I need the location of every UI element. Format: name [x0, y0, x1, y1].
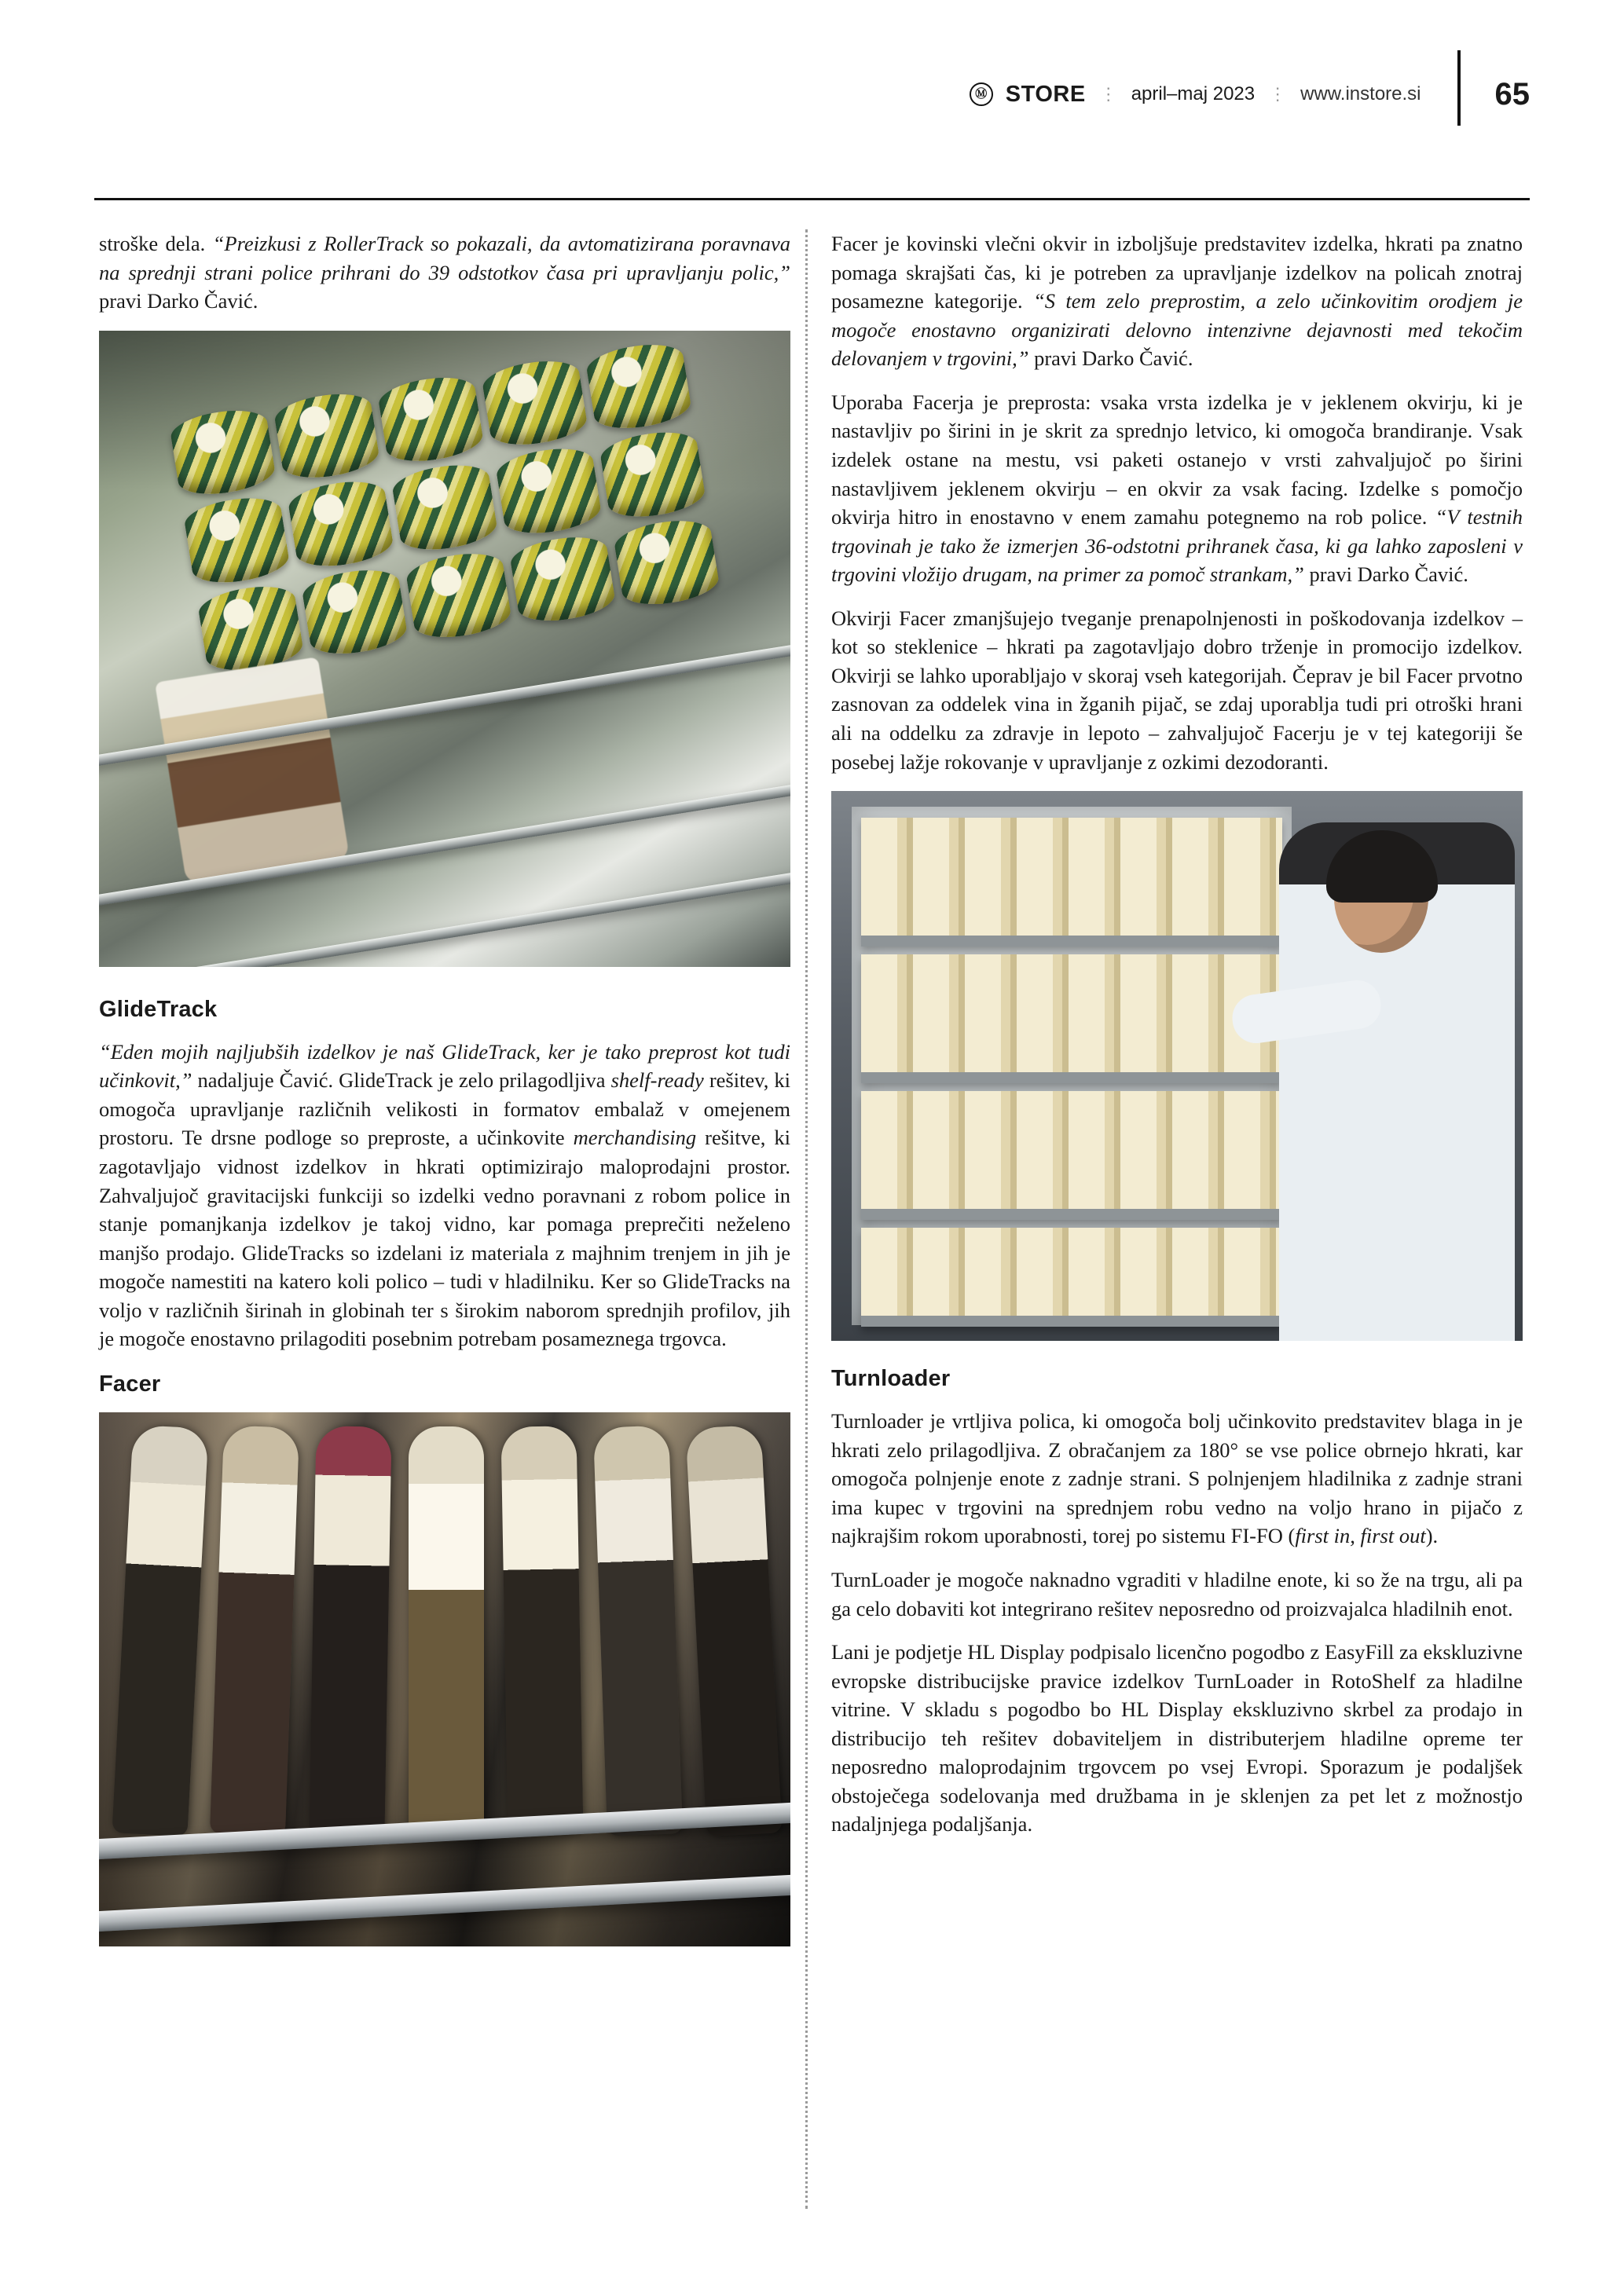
can	[286, 476, 395, 571]
can	[585, 339, 694, 434]
facer-quote-1: “S tem zelo preprostim, a zelo učinkovitim orodjem je mogoče enostavno organizirati delovno intenzivne dejavnosti med tekočim delovanjem v trgovini,”	[831, 289, 1523, 371]
paragraph-turnloader-3: Lani je podjetje HL Display podpisalo licenčno pogodbo z EasyFill za ekskluzivne evropske distribucijske pravice izdelkov TurnLoader in RotoShelf za hladilne vitrine. V skladu s pogodbo bo HL Display ekskluzivno skrbel za prodajo in distribucijo teh rešitev dobaviteljem in distributerjem hladilne opreme ter neposredno maloprodajnim trgovcem po vsej Evropi. Sporazum je podaljšek obstoječega sodelovanja med družbama in je sklenjen za pet let z možnostjo nadaljnjega podaljšanja.	[831, 1640, 1523, 1836]
brand-mark-icon: Ⓜ	[970, 82, 993, 106]
page-header	[94, 57, 1530, 112]
shelf-bay	[852, 807, 1292, 1325]
shelf-rail	[99, 1873, 790, 1933]
shelf-row	[861, 954, 1282, 1083]
wine-bottle	[685, 1425, 782, 1836]
can	[508, 531, 618, 626]
shelf-row	[861, 818, 1282, 947]
store-employee	[1279, 822, 1515, 1341]
glidetrack-term-shelf-ready: shelf-ready	[610, 1068, 704, 1093]
photo-employee-stocking-shelves	[831, 791, 1523, 1341]
can	[598, 427, 707, 522]
wine-bottle	[210, 1425, 299, 1836]
page-number: 65	[1494, 76, 1530, 112]
paragraph-turnloader-2: TurnLoader je mogoče naknadno vgraditi v hladilne enote, ki so že na trgu, ali pa ga celo dobaviti kot integrirano rešitev neposredno od proizvajalca hladilnih enot.	[831, 1567, 1523, 1620]
paragraph-glidetrack	[99, 1038, 790, 1353]
can	[390, 460, 500, 555]
website-url: www.instore.si	[1300, 83, 1421, 104]
can	[612, 514, 721, 610]
issue-date: april–maj 2023	[1131, 83, 1256, 104]
glidetrack-body-2: rešitev, ki omogoča upravljanje različnih velikosti in formatov embalaž v omejenem prostoru. Te drsne podloge so preproste, a učinkovite	[99, 1068, 790, 1150]
wine-bottle	[112, 1425, 208, 1836]
paragraph-facer-usage	[831, 388, 1523, 589]
brand-name: STORE	[1005, 81, 1086, 107]
wine-bottle	[500, 1426, 583, 1836]
column-divider	[805, 229, 808, 2209]
facer-attribution-1: pravi Darko Čavić.	[1028, 346, 1193, 371]
can	[494, 443, 603, 538]
header-separator-2: ⋮	[1269, 84, 1287, 104]
heading-turnloader: Turnloader	[831, 1366, 951, 1392]
beverage-glass	[155, 657, 350, 884]
header-separator-1: ⋮	[1099, 84, 1117, 104]
header-inner	[970, 57, 1530, 132]
paragraph-facer-intro	[831, 229, 1523, 373]
facer-attribution-2: pravi Darko Čavić.	[1303, 562, 1468, 587]
left-column	[99, 229, 790, 1946]
header-vertical-rule	[1457, 50, 1461, 126]
shelf-row	[861, 1091, 1282, 1220]
shelf-row	[861, 1228, 1282, 1327]
paragraph-turnloader-1	[831, 1407, 1523, 1551]
header-horizontal-rule	[94, 198, 1530, 200]
heading-facer: Facer	[99, 1371, 161, 1397]
can	[273, 388, 382, 483]
rollertrack-quote: “Preizkusi z RollerTrack so pokazali, da avtomatizirana poravnava na sprednji strani police prihrani do 39 odstotkov časa pri upravljanju polic,”	[99, 232, 791, 284]
wine-bottle	[593, 1425, 683, 1836]
paragraph-facer-benefits: Okvirji Facer zmanjšujejo tveganje prenapolnjenosti in poškodovanja izdelkov – kot so steklenice – hkrati pa zagotavljajo dobro trženje in promocijo izdelkov. Okvirji se lahko uporabljajo v skoraj vseh kategorijah. Čeprav je bil Facer prvotno zasnovan za oddelek vina in žganih pijač, se zdaj uporablja tudi pri otroški hrani ali na oddelku za zdravje in lepoto – zahvaljujoč Facerju je v tej kategoriji še posebej lažje rokovanje v upravljanje z ozkimi dezodoranti.	[831, 606, 1523, 774]
can	[376, 372, 486, 467]
glidetrack-quote: “Eden mojih najljubših izdelkov je naš GlideTrack, ker je tako preprost kot tudi učinkovit,”	[99, 1039, 790, 1093]
glidetrack-body-1: nadaljuje Čavić. GlideTrack je zelo prilagodljiva	[192, 1068, 611, 1093]
employee-hair	[1326, 830, 1438, 903]
turnloader-term-fifo: first in, first out	[1295, 1524, 1426, 1548]
rollertrack-attribution: pravi Darko Čavić.	[99, 289, 258, 313]
rollertrack-lead-in: stroške dela.	[99, 232, 213, 255]
facer-body-2: Uporaba Facerja je preprosta: vsaka vrsta izdelka je v jeklenem okvirju, ki je nastavljiv po širini in je skrit za sprednjo letvico, ki omogoča brandiranje. Vsak izdelek ostane na mestu, vsi paketi ostanejo v vrsti zahvaljujoč po širini nastavljivem jeklenem okvirju – en okvir za vsak facing. Izdelke s pomočjo okvirja hitro in enostavno v enem zamahu potegnemo na rob police.	[831, 390, 1523, 529]
paragraph-rollertrack	[99, 229, 790, 316]
can	[168, 405, 277, 500]
wine-bottle	[409, 1426, 484, 1835]
photo-wine-bottles	[99, 1412, 790, 1946]
cans-group	[168, 339, 720, 676]
can	[300, 564, 409, 659]
heading-glidetrack: GlideTrack	[99, 996, 218, 1022]
wine-bottle	[309, 1426, 391, 1836]
glidetrack-body-3: rešitve, ki zagotavljajo vidnost izdelkov in hkrati optimizirajo maloprodajni prostor. Zahvaljujoč gravitacijski funkciji so izdelki vedno poravnani z robom police in stanje pomanjkanja izdelkov je takoj vidno, kar pomaga preprečiti neželeno manjšo prodajo. GlideTracks so izdelani iz materiala z majhnim trenjem in jih je mogoče namestiti na katero koli polico – tudi v hladilniku. Ker so GlideTracks na voljo v različnih širinah in globinah ter s širokim naborom sprednjih profilov, jih je mogoče enostavno prilagoditi posebnim potrebam posameznega trgovca.	[99, 1126, 790, 1351]
glidetrack-term-merchandising: merchandising	[573, 1126, 697, 1150]
turnloader-body-1: Turnloader je vrtljiva polica, ki omogoča bolj učinkovito predstavitev blaga in je hkrati zelo prilagodljiva. Z obračanjem za 180° se vse police obrnejo hkrati, kar omogoča polnjenje enote z zadnje strani. S polnjenjem hladilnika z zadnje strani ima kupec v trgovini na sprednjem robu vedno na voljo hrano in pijačo z najkrajšim rokom uporabnosti, torej po sistemu FI-FO (	[831, 1409, 1523, 1548]
right-column	[831, 229, 1523, 1854]
can	[182, 493, 291, 588]
facer-body-1: Facer je kovinski vlečni okvir in izboljšuje predstavitev izdelka, hkrati pa znatno pomaga skrajšati čas, ki je potreben za upravljanje izdelkov na policah znotraj posamezne kategorije.	[831, 232, 1523, 313]
photo-cans-on-shelf	[99, 331, 790, 967]
facer-quote-2: “V testnih trgovinah je tako že izmerjen 36-odstotni prihranek časa, ki ga lahko zaposleni v trgovini vložijo drugam, na primer za pomoč strankam,”	[831, 505, 1523, 587]
can	[404, 547, 513, 643]
can	[480, 355, 589, 450]
turnloader-body-1-end: ).	[1425, 1524, 1439, 1548]
